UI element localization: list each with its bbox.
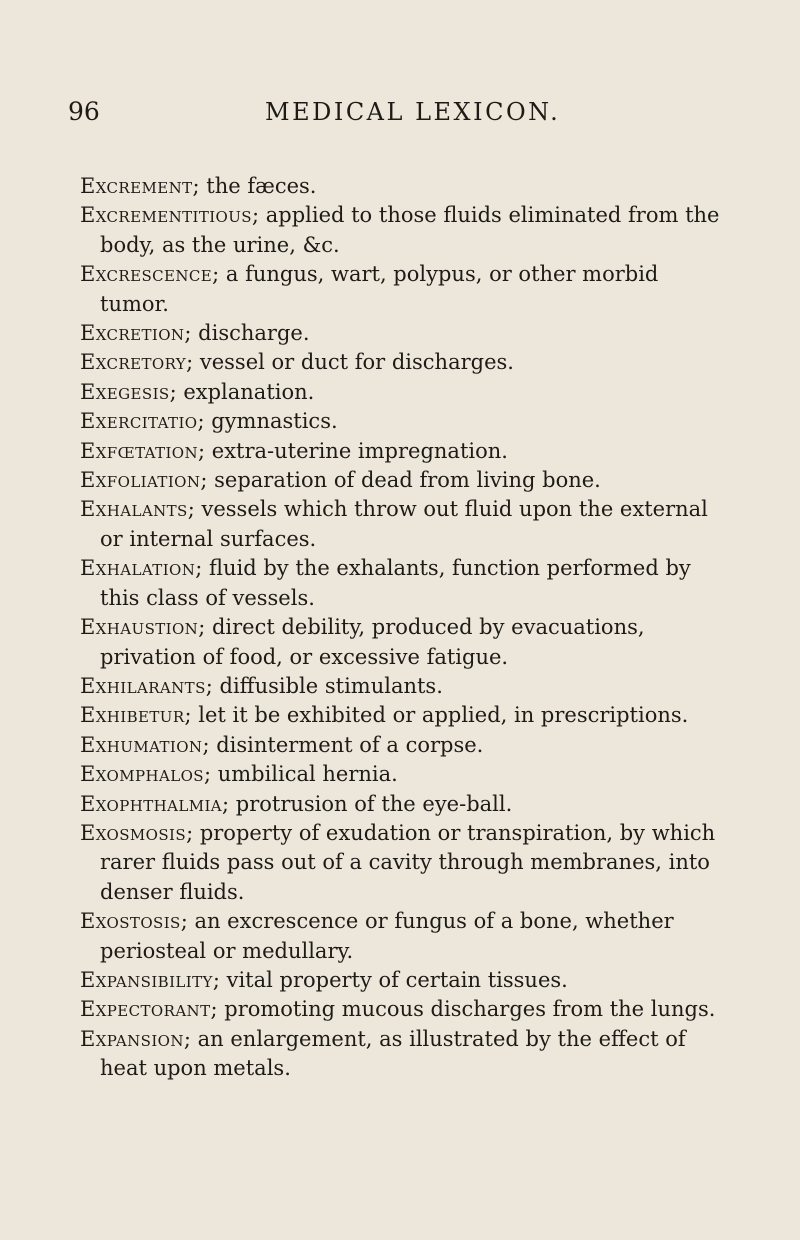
entry-term: Expansion — [80, 1026, 184, 1051]
entry-term: Exfœtation — [80, 438, 199, 463]
entry-term: Excretion — [80, 321, 185, 346]
entry-definition: ; disinterment of a corpse. — [202, 732, 484, 757]
entry-definition: ; umbilical hernia. — [203, 762, 398, 787]
lexicon-entry — [80, 760, 720, 789]
entry-definition: ; vessels which throw out fluid upon the external or internal surfaces. — [100, 497, 708, 551]
entry-term: Exostosis — [80, 909, 181, 934]
lexicon-entry — [80, 731, 720, 760]
entry-term: Exhaustion — [80, 615, 199, 640]
entry-term: Exomphalos — [80, 762, 204, 787]
lexicon-entry — [80, 554, 720, 613]
lexicon-entry — [80, 466, 720, 495]
entry-definition: ; diffusible stimulants. — [205, 673, 443, 698]
entry-term: Exhalants — [80, 497, 188, 522]
entry-definition: ; fluid by the exhalants, function performed by this class of vessels. — [100, 556, 691, 610]
entry-term: Exophthalmia — [80, 791, 223, 816]
lexicon-entry — [80, 319, 720, 348]
entry-definition: ; let it be exhibited or applied, in prescriptions. — [184, 703, 689, 728]
lexicon-entry — [80, 672, 720, 701]
lexicon-entry — [80, 495, 720, 554]
entry-term: Exfoliation — [80, 468, 201, 493]
entry-term: Exhibetur — [80, 703, 185, 728]
lexicon-entry — [80, 995, 720, 1024]
entry-definition: ; promoting mucous discharges from the lungs. — [210, 997, 716, 1022]
lexicon-entry — [80, 378, 720, 407]
entry-term: Exosmosis — [80, 820, 187, 845]
lexicon-entry — [80, 172, 720, 201]
entry-definition: ; an enlargement, as illustrated by the effect of heat upon metals. — [100, 1026, 686, 1081]
lexicon-entry — [80, 966, 720, 995]
entry-term: Exhalation — [80, 556, 196, 581]
lexicon-entry — [80, 907, 720, 966]
entry-definition: ; property of exudation or transpiration, by which rarer fluids pass out of a cavity through membranes, into denser fluids. — [100, 820, 716, 904]
entry-term: Excretory — [80, 350, 187, 375]
lexicon-entry — [80, 348, 720, 377]
lexicon-entry — [80, 613, 720, 672]
lexicon-entry — [80, 437, 720, 466]
entry-term: Exegesis — [80, 379, 170, 404]
entry-definition: ; vital property of certain tissues. — [212, 967, 568, 992]
entry-definition: ; applied to those fluids eliminated from the body, as the urine, &c. — [100, 203, 720, 257]
entry-term: Exhumation — [80, 732, 203, 757]
page-number: 96 — [68, 97, 100, 126]
entry-definition: ; extra-uterine impregnation. — [198, 438, 508, 463]
entry-term: Excrement — [80, 174, 193, 198]
lexicon-entry — [80, 407, 720, 436]
entry-definition: ; a fungus, wart, polypus, or other morbid tumor. — [100, 262, 659, 316]
entry-term: Excrementitious — [80, 203, 252, 228]
entry-term: Exercitatio — [80, 409, 198, 434]
entry-definition: ; direct debility, produced by evacuations, privation of food, or excessive fatigue. — [100, 615, 645, 669]
entry-definition: ; discharge. — [184, 321, 310, 346]
lexicon-entry — [80, 1025, 720, 1084]
entry-definition: ; gymnastics. — [197, 409, 338, 434]
lexicon-entry — [80, 790, 720, 819]
entry-definition: ; vessel or duct for discharges. — [186, 350, 514, 375]
entry-definition: ; separation of dead from living bone. — [200, 468, 601, 493]
entry-term: Expectorant — [80, 997, 211, 1022]
lexicon-entry — [80, 201, 720, 260]
lexicon-entry — [80, 819, 720, 907]
entry-definition: ; protrusion of the eye-ball. — [222, 791, 513, 816]
entry-definition: ; the fæces. — [192, 174, 317, 198]
entry-definition: ; an excrescence or fungus of a bone, whether periosteal or medullary. — [100, 909, 674, 963]
entry-definition: ; explanation. — [169, 379, 315, 404]
lexicon-entries — [80, 172, 720, 1084]
entry-term: Expansibility — [80, 967, 213, 992]
running-title: MEDICAL LEXICON. — [265, 98, 561, 126]
entry-term: Excrescence — [80, 262, 213, 287]
lexicon-entry — [80, 260, 720, 319]
lexicon-entry — [80, 701, 720, 730]
entry-term: Exhilarants — [80, 673, 206, 698]
